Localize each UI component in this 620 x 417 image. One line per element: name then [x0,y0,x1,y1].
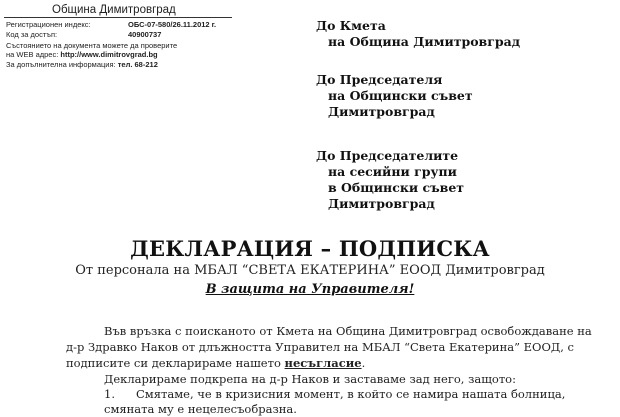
stamp-registration-label: Регистрационен индекс: [6,20,91,29]
stamp-info-value: тел. 68-212 [117,60,158,69]
stamp-registration-row [6,20,216,29]
stamp-web-label: на WEB адрес: [6,50,59,59]
stamp-check-line: Състоянието на документа можете да проверите [6,41,178,50]
addressee-groups-line3: в Общински съвет [328,180,465,195]
addressee-group-chairs [316,148,464,212]
addressee-council-chair [316,72,473,120]
stamp-info-label: За допълнителна информация: [6,60,116,69]
stamp-code-label: Код за достъп: [6,30,58,39]
body-paragraph-1-line-3 [66,356,365,371]
body-paragraph-2: Декларираме подкрепа на д-р Наков и заставаме зад него, защото: [104,372,516,386]
addressee-mayor [316,18,520,50]
stamp-web-value: http://www.dimitrovgrad.bg [60,50,158,59]
stamp-code-row [6,30,161,39]
body-disagreement-word: несъгласие [284,356,362,370]
declaration-subtitle: От персонала на МБАЛ “СВЕТА ЕКАТЕРИНА” ЕООД Димитровград [75,263,545,278]
declaration-tagline [0,282,620,297]
stamp-code-value: 40900737 [128,30,162,39]
addressee-chair-line1: До Председателя [316,72,443,87]
addressee-mayor-line2: на Община Димитровград [328,34,521,49]
stamp-web-row [6,50,158,59]
body-paragraph-1-line-2: д-р Здравко Наков от длъжността Управител на МБАЛ “Света Екатерина” ЕООД, с [66,340,574,354]
body-item-1-line-1 [104,387,565,402]
stamp-organization: Община Димитровград [52,4,176,16]
stamp-registration-value: ОБС-07-580/26.11.2012 г. [128,20,217,29]
body-paragraph-1-line-3-start: подписите си декларираме нашето [66,356,285,370]
addressee-mayor-line1: До Кмета [316,18,386,33]
addressee-chair-line3: Димитровград [328,104,435,119]
addressee-groups-line4: Димитровград [328,196,435,211]
body-item-1-text: Смятаме, че в кризисния момент, в който се намира нашата болница, [136,387,566,401]
body-paragraph-1-line-3-end: . [361,356,366,370]
addressee-groups-line1: До Председателите [316,148,459,163]
stamp-divider [4,17,232,18]
stamp-info-row [6,60,158,69]
addressee-groups-line2: на сесийни групи [328,164,457,179]
body-paragraph-1-line-1: Във връзка с поисканото от Кмета на Община Димитровград освобождаване на [104,324,592,338]
body-item-1-number: 1. [104,387,115,401]
declaration-tagline-text: В защита на Управителя! [205,282,415,297]
addressee-chair-line2: на Общински съвет [328,88,473,103]
body-item-1-line-2: смяната му е нецелесъобразна. [104,402,297,416]
declaration-title: ДЕКЛАРАЦИЯ – ПОДПИСКА [130,236,490,261]
